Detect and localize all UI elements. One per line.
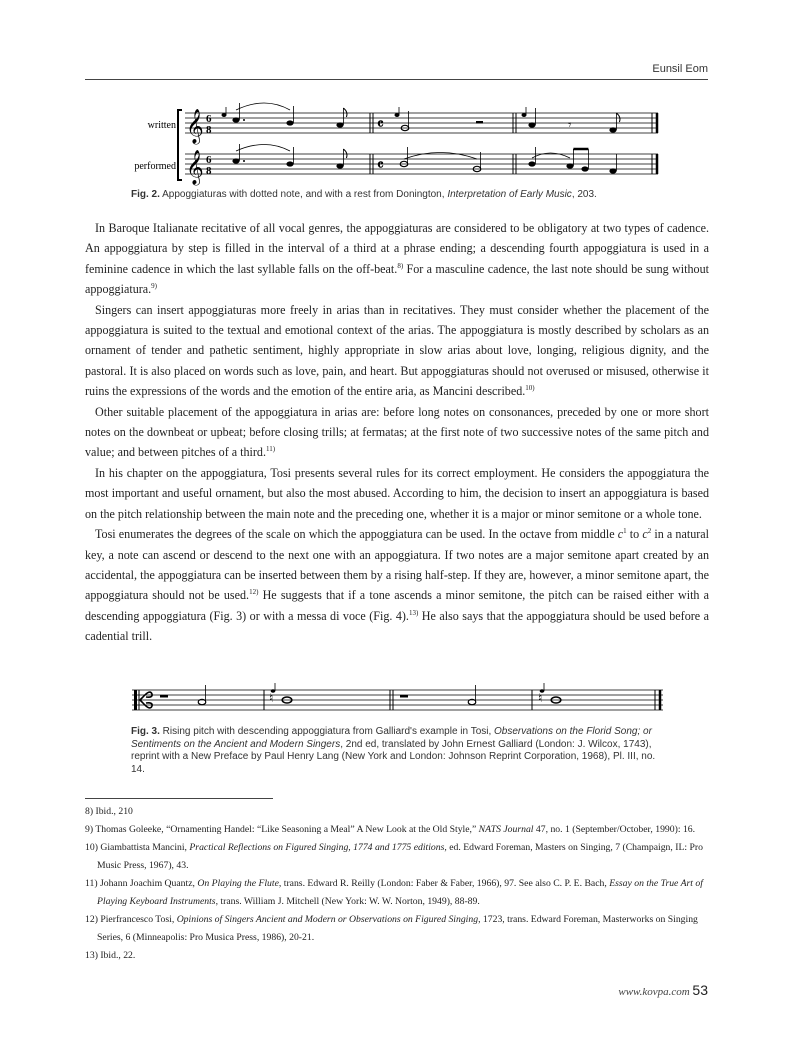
paragraph: In his chapter on the appoggiatura, Tosi presents several rules for its correct employment. He considers the appoggiatura the most important and useful ornament, but also the most abused. According to him, the decision to insert an appoggiatura is based on the pitch relationship between the main note and the preceding one, whether it is a major or minor semitone or a whole tone. xyxy=(85,465,709,521)
paragraph: In Baroque Italianate recitative of all vocal genres, the appoggiaturas are considered to be obligatory at two types of cadence. An appoggiatura by step is filled in the interval of a third at a phrase ending; a descending fourth appoggiatura is used in a feminine cadence in which the last syllable falls on the off-beat.$^{8)}$ For a masculine cadence, the last note should be sung without appoggiatura.$^{9)}$ xyxy=(85,221,709,297)
footnote: 12) Pierfrancesco Tosi, Opinions of Singers Ancient and Modern or Observations on Figured Singing, 1723, trans. Edward Foreman, Masterworks on Singing Series, 6 (Minneapolis: Pro Musica Press, 1986), 20-21. xyxy=(85,914,698,943)
svg-text:𝄴: 𝄴 xyxy=(377,117,384,133)
svg-text:𝄾: 𝄾 xyxy=(568,117,572,132)
notes-performed-m2 xyxy=(377,147,481,174)
barlines xyxy=(370,113,657,174)
figure-3-music-example xyxy=(130,680,665,720)
figure-2-music-example xyxy=(134,98,670,184)
footnote: 9) Thomas Goleeke, “Ornamenting Handel: “Like Seasoning a Meal” A New Look at the Old Style,” NATS Journal 47, no. 1 (September/October, 1990): 16. xyxy=(85,824,696,835)
appoggiatura-with-natural xyxy=(538,683,561,705)
svg-text:6: 6 xyxy=(206,113,212,125)
system-bracket xyxy=(178,110,182,180)
notes-performed-m1 xyxy=(232,144,347,169)
staff-written xyxy=(185,113,658,133)
svg-text:8: 8 xyxy=(206,165,212,177)
notes-written-m2 xyxy=(377,107,483,133)
treble-clef-icon: 𝄞 xyxy=(186,110,204,143)
appoggiatura-with-natural xyxy=(269,683,292,705)
paragraph: Tosi enumerates the degrees of the scale on which the appoggiatura can be used. In the octave from middle $c^1$ to $c^2$ in a natural key, a note can ascend or descend to the next one with an appoggiatura. If two notes are a major semitone apart created by an accidental, the appoggiatura can be inserted between them by a rising half-step. If they are, however, a minor semitone apart, the appoggiatura should not be used.$^{12)}$ He suggests that if a tone ascends a minor semitone, the pitch can be raised either with a descending appoggiatura (Fig. 3) or with a messa di voce (Fig. 4).$^{13)}$ He also says that the appoggiatura should be used before a cadential trill. xyxy=(85,527,710,644)
svg-text:8: 8 xyxy=(206,124,212,136)
figure-2-caption: Fig. 2. Appoggiaturas with dotted note, and with a rest from Donington, Interpretation of Early Music, 203. xyxy=(131,189,597,200)
half-rest-icon xyxy=(160,695,168,698)
figure-3-score xyxy=(130,680,665,720)
paragraph: Other suitable placement of the appoggiatura in arias are: before long notes on consonances, preceded by one or more short notes on the downbeat or upbeat; before closing trills; at fermatas; at the first note of two successive notes of the same pitch and value; and between pitches of a third.$^{11)}$ xyxy=(85,404,709,460)
staff-label-performed: performed xyxy=(134,161,176,172)
staff-label-written: written xyxy=(147,120,176,131)
figure-2-score xyxy=(134,98,670,184)
svg-text:♮: ♮ xyxy=(269,691,274,705)
footnote: 10) Giambattista Mancini, Practical Reflections on Figured Singing, 1774 and 1775 editions, ed. Edward Foreman, Masters on Singing, 7 (Champaign, IL: Pro Music Press, 1967), 43. xyxy=(85,842,703,871)
svg-text:6: 6 xyxy=(206,154,212,166)
body-text xyxy=(85,218,709,647)
footnote: 8) Ibid., 210 xyxy=(85,806,133,817)
footnote-ref[interactable]: 10) xyxy=(525,384,535,393)
footnote-rule xyxy=(85,798,273,799)
paragraph: Singers can insert appoggiaturas more freely in arias than in recitatives. They must consider whether the placement of the appoggiatura is suited to the textual and emotional context of the arias. The appoggiatura is mostly described by scholars as an ornament of tender and pathetic sentiment, highly appropriate in slow arias about love, longing, religious dignity, and the pastoral. It is also placed on words such as love, pain, and heart. But appoggiaturas should not overused or misused, otherwise it ruins the expressions of the words and the emotion of the entire aria, as Mancini described.$^{10)}$ xyxy=(85,302,709,399)
svg-text:𝄴: 𝄴 xyxy=(377,158,384,174)
footnote-ref[interactable]: 9) xyxy=(151,282,157,291)
treble-clef-icon: 𝄞 xyxy=(186,151,204,184)
half-rest-icon xyxy=(400,695,408,698)
staff xyxy=(132,690,663,710)
footnote-ref[interactable]: 11) xyxy=(266,445,276,454)
page-number: 53 xyxy=(692,982,708,998)
svg-text:♮: ♮ xyxy=(538,691,543,705)
notes-written-m3 xyxy=(522,107,620,133)
header-rule xyxy=(85,79,708,80)
time-signature-6-8 xyxy=(206,113,212,177)
footnote-ref[interactable]: 12) xyxy=(249,588,259,597)
running-header-author: Eunsil Eom xyxy=(652,63,708,75)
page-footer xyxy=(618,982,708,998)
notes-performed-m3 xyxy=(528,147,616,174)
footnotes xyxy=(85,803,709,965)
footnote-ref[interactable]: 13) xyxy=(408,608,419,617)
footer-url[interactable]: www.kovpa.com xyxy=(618,986,690,998)
figure-3-caption: Fig. 3. Rising pitch with descending appoggiatura from Galliard's example in Tosi, Observations on the Florid Song; or Sentiments on the Ancient and Modern Singers, 2nd ed, translated by John Ernest Galliard (London: J. Wilcox, 1743), reprint with a New Preface by Paul Henry Lang (New York and London: Johnson Reprint Corporation, 1968), Pl. III, no. 14. xyxy=(131,726,656,775)
notes-written-m1 xyxy=(222,103,347,128)
footnote: 13) Ibid., 22. xyxy=(85,950,136,961)
footnote: 11) Johann Joachim Quantz, On Playing the Flute, trans. Edward R. Reilly (London: Faber & Faber, 1966), 97. See also C. P. E. Bach, Essay on the True Art of Playing Keyboard Instruments, trans. William J. Mitchell (New York: W. W. Norton, 1949), 88-89. xyxy=(85,878,703,907)
footnote-ref[interactable]: 8) xyxy=(397,261,404,270)
